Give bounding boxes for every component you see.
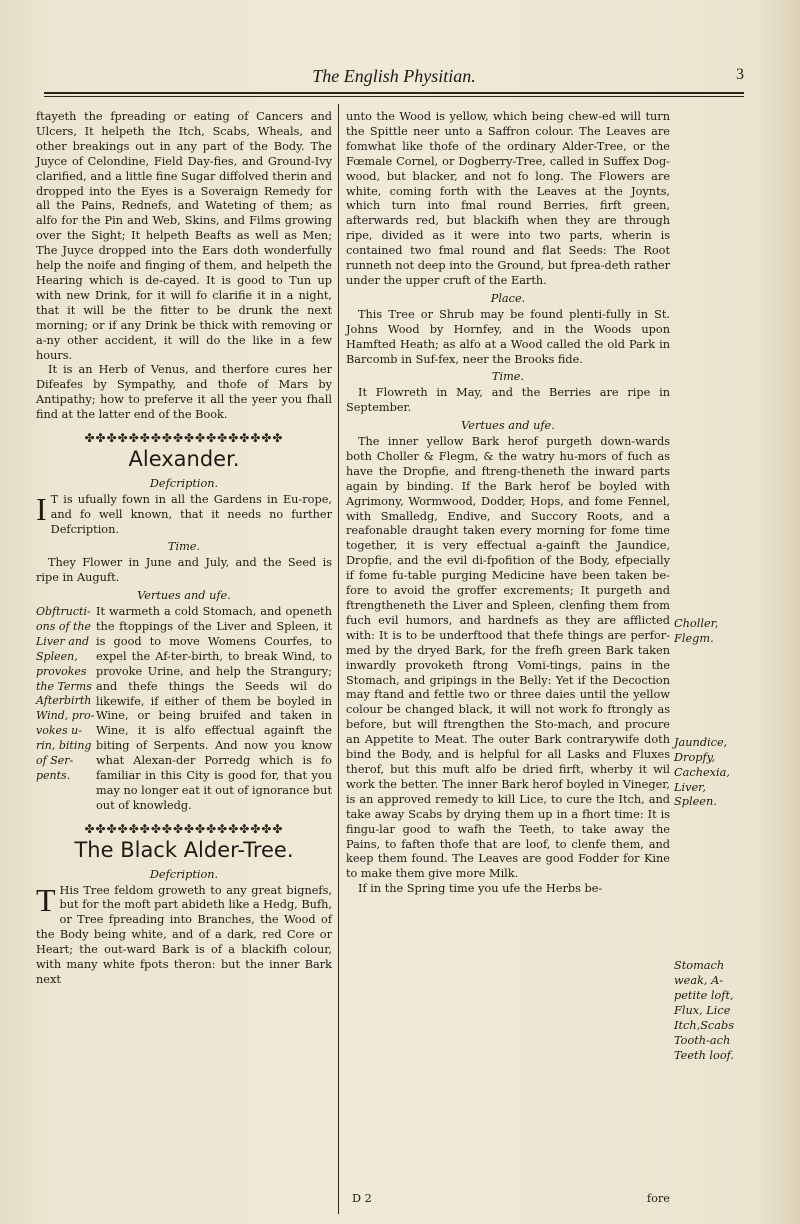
alder-time-heading: Time. (491, 370, 525, 384)
margin-note: Cachexia, (674, 765, 730, 779)
alexander-description-heading: Defcription. (149, 476, 219, 490)
margin-note: Dropfy, (674, 750, 716, 764)
column-divider (338, 104, 339, 1214)
alder-vertues: The inner yellow Bark herof purgeth down-wards both Choller & Flegm, & the watry hu-mors of fuch as have the Dropfie, and ftreng-theneth the inward parts again by binding. If the Bark herof be boyled with Agrimony, Wormwood, Dodder, Hops, and fome Fennel, with Smalledg, Endive, and Succory Roots, and a reafonable draught taken every morning for fome time together, it is very effectual a-gainft the Jaundice, Dropfie, and the evil di-fpofition of the Body, efpecially if fome fu-table purging Medicine have been taken be-fore to avoid the groffer excrements; It purgeth and ftrengtheneth the Liver and Spleen, clenfing them from fuch evil humors, and hardnefs as they are afflicted with: It is to be underftood that thefe things are perfor-med by the dryed Bark, for the frefh green Bark taken inwardly provoketh ftrong Vomi-tings, pains in the Stomach, and gripings in the Belly: Yet if the Decoction may ftand and fettle two or three daies until the yellow colour be changed black, it will not work fo ftrongly as before, but will ftrengthen the Sto-mach, and procure an Appetite to Meat. The outer Bark contrarywife doth bind the Body, and is helpful for all Lasks and Fluxes therof, but this muft alfo be dried firft, wherby it wil work the better. The inner Bark herof boyled in Vineger, is an approved remedy to kill Lice, to cure the Itch, and take away Scabs by drying them up in a fhort time: It is fingu-lar good to wafh the Teeth, to take away the Pains, to faften thofe that are loof, to clenfe them, and keep them found. The Leaves are good Fodder for Kine to make them give more Milk. (346, 435, 670, 881)
margin-note: pents. (36, 768, 71, 782)
section-title-alexander: Alexander. (128, 446, 240, 471)
margin-note: Liver, (674, 780, 706, 794)
left-column (36, 110, 332, 988)
running-title: The English Physitian. (312, 66, 476, 86)
margin-note: Jaundice, (674, 735, 728, 749)
alder-place: This Tree or Shrub may be found plenti-fully in St. Johns Wood by Hornfey, and in the Woods upon Hamfted Heath; as alfo at a Wood called the old Park in Barcomb in Suf-fex, neer the Brooks fide. (346, 307, 670, 366)
alder-closing-line: If in the Spring time you ufe the Herbs be- (358, 882, 603, 896)
signature-mark: D 2 (352, 1192, 372, 1205)
right-column (346, 110, 670, 897)
alder-place-heading: Place. (490, 291, 526, 305)
header-rule (44, 92, 744, 94)
alexander-vertues-heading: Vertues and ufe. (137, 589, 231, 603)
alder-description-continued: unto the Wood is yellow, which being chew-ed will turn the Spittle neer unto a Saffron colour. The Leaves are fomwhat like thofe of the ordinary Alder-Tree, or the Fœmale Cornel, or Dogberry-Tree, called in Suffex Dog-wood, but blacker, and not fo long. The Flowers are white, coming forth with the Leaves at the Joynts, which turn into fmal round Berries, firft green, afterwards red, but blackifh when they are through ripe, divided as it were into two parts, wherin is contained two fmal round and flat Seeds: The Root runneth not deep into the Ground, but fprea-deth rather under the upper cruft of the Earth. (346, 110, 670, 287)
alexander-vertues: It warmeth a cold Stomach, and openeth the ftoppings of the Liver and Spleen, it is good to move Womens Courfes, to expel the Af-ter-birth, to break Wind, to provoke Urine, and help the Strangury; and thefe things the Seeds wil do likewife, if either of them be boyled in Wine, or being bruifed and taken in Wine, it is alfo effectual againft the biting of Serpents. And now you know what Alexan-der Porredg which is fo familiar in this City is good for, that you may no longer eat it out of ignorance but out of knowledg. (96, 605, 332, 812)
margin-note: Obftructi- (36, 605, 91, 619)
page-number: 3 (736, 66, 744, 83)
margin-note: of Ser- (36, 754, 74, 767)
margin-note: Afterbirth (36, 694, 92, 708)
catchword: fore (646, 1192, 670, 1205)
margin-note: ons of the (36, 619, 92, 633)
section-title-black-alder: The Black Alder-Tree. (74, 837, 294, 862)
margin-note: Wind, pro- (36, 709, 95, 723)
margin-note: Choller, (674, 616, 719, 630)
margin-note: provokes (36, 664, 87, 678)
margin-note: Teeth loof. (674, 1048, 735, 1062)
margin-note: Itch,Scabs (674, 1018, 735, 1032)
margin-note: Flux, Lice (674, 1004, 731, 1017)
celandine-continuation: ftayeth the fpreading or eating of Cancers and Ulcers, It helpeth the Itch, Scabs, Wheals, and other breakings out in any part of the Body. The Juyce of Celondine, Field Day-fies, and Ground-Ivy clarified, and a little fine Sugar diffolved therin and dropped into the Eyes is a Soveraign Remedy for all the Pains, Rednefs, and Wateting of them; as alfo for the Pin and Web, Skins, and Films growing over the Sight; It helpeth Beafts as well as Men; The Juyce dropped into the Ears doth wonderfully help the noife and finging of them, and helpeth the Hearing which is de-cayed. It is good to Tun up with new Drink, for it will fo clarifie it in a night, that it will be the fitter to be drunk the next morning; or if any Drink be thick with removing or a-ny other accident, it will do the like in a few hours. (36, 110, 332, 362)
margin-note: Flegm. (674, 631, 714, 645)
margin-note: Spleen, (36, 649, 78, 663)
margin-note: rin, biting (36, 739, 92, 753)
margin-note: Spleen. (674, 795, 717, 809)
venus-paragraph: It is an Herb of Venus, and therfore cures her Difeafes by Sympathy, and thofe of Mars by Antipathy; how to preferve it all the yeer you fhall find at the latter end of the Book. (36, 363, 332, 422)
ornament-band: ✤✤✤✤✤✤✤✤✤✤✤✤✤✤✤✤✤✤ (84, 821, 284, 836)
alder-description: T His Tree feldom groweth to any great bignefs, but for the moft part abideth like a Hedg, Bufh, or Tree fpreading into Branches, the Wood of the Body being white, and of a dark, red Core or Heart; the out-ward Bark is of a blackifh colour, with many white fpots theron: but the inner Bark next (36, 881, 332, 986)
margin-note: Stomach (674, 959, 725, 973)
drop-cap: I (36, 490, 47, 527)
alexander-vertues-block (36, 605, 332, 814)
margin-note: vokes u- (36, 724, 82, 738)
alder-description-heading: Defcription. (149, 867, 219, 881)
header-rule-thin (44, 96, 744, 97)
margin-note: the Terms (36, 679, 92, 693)
alexander-margin-notes (36, 605, 96, 814)
alder-time: It Flowreth in May, and the Berries are ripe in September. (346, 386, 670, 415)
ornament-band: ✤✤✤✤✤✤✤✤✤✤✤✤✤✤✤✤✤✤ (84, 431, 284, 446)
margin-note: petite loft, (674, 989, 734, 1003)
alder-vertues-heading: Vertues and ufe. (461, 419, 555, 433)
drop-cap: T (36, 881, 56, 918)
alexander-time: They Flower in June and July, and the Seed is ripe in Auguft. (36, 556, 332, 585)
alexander-time-heading: Time. (167, 540, 201, 554)
running-header (44, 66, 744, 92)
margin-note: Liver and (36, 634, 89, 648)
margin-note: Tooth-ach (674, 1033, 731, 1047)
margin-note: weak, A- (674, 974, 724, 988)
alexander-description: I T is ufually fown in all the Gardens in Eu-rope, and fo well known, that it needs no further Defcription. (36, 490, 332, 536)
